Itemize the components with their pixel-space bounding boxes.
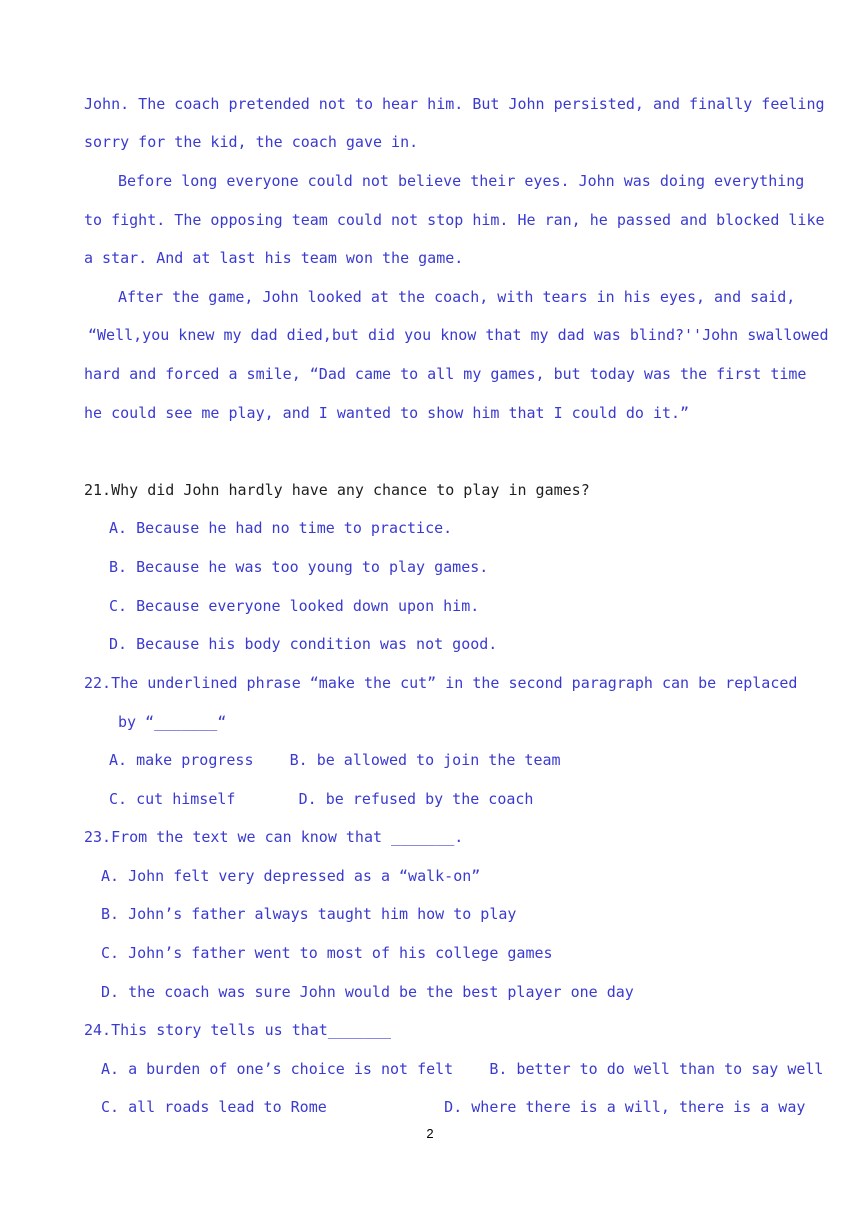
question-stem: 21.Why did John hardly have any chance to play in games?	[84, 481, 590, 499]
option-row: C. cut himself D. be refused by the coach	[109, 790, 534, 808]
passage-line: After the game, John looked at the coach, with tears in his eyes, and said,	[118, 288, 796, 306]
option-row: A. a burden of one’s choice is not felt B. better to do well than to say well	[101, 1060, 824, 1078]
option: A. Because he had no time to practice.	[109, 519, 453, 537]
passage-line: to fight. The opposing team could not stop him. He ran, he passed and blocked like	[84, 211, 825, 229]
option: C. Because everyone looked down upon him.	[109, 597, 480, 615]
option: C. John’s father went to most of his college games	[101, 944, 553, 962]
option-row: C. all roads lead to Rome D. where there is a will, there is a way	[101, 1098, 806, 1116]
question-stem: 22.The underlined phrase “make the cut” in the second paragraph can be replaced	[84, 674, 798, 692]
page-number: 2	[426, 1126, 434, 1141]
option: A. John felt very depressed as a “walk-on”	[101, 867, 481, 885]
passage-line: sorry for the kid, the coach gave in.	[84, 133, 419, 151]
passage-line: John. The coach pretended not to hear him. But John persisted, and finally feeling	[84, 95, 825, 113]
option: B. John’s father always taught him how to play	[101, 905, 517, 923]
option: B. Because he was too young to play games.	[109, 558, 489, 576]
passage-line: hard and forced a smile, “Dad came to all my games, but today was the first time	[84, 365, 807, 383]
question-stem-continued: by “_______“	[118, 713, 227, 731]
question-stem: 23.From the text we can know that _______.	[84, 828, 464, 846]
passage-line: he could see me play, and I wanted to show him that I could do it.”	[84, 404, 690, 422]
passage-line: “Well,you knew my dad died,but did you know that my dad was blind?''John swallowed	[88, 326, 829, 344]
passage-line: a star. And at last his team won the game.	[84, 249, 464, 267]
option-row: A. make progress B. be allowed to join the team	[109, 751, 561, 769]
option: D. Because his body condition was not good.	[109, 635, 498, 653]
passage-line: Before long everyone could not believe their eyes. John was doing everything	[118, 172, 805, 190]
option: D. the coach was sure John would be the best player one day	[101, 983, 634, 1001]
question-stem: 24.This story tells us that_______	[84, 1021, 392, 1039]
